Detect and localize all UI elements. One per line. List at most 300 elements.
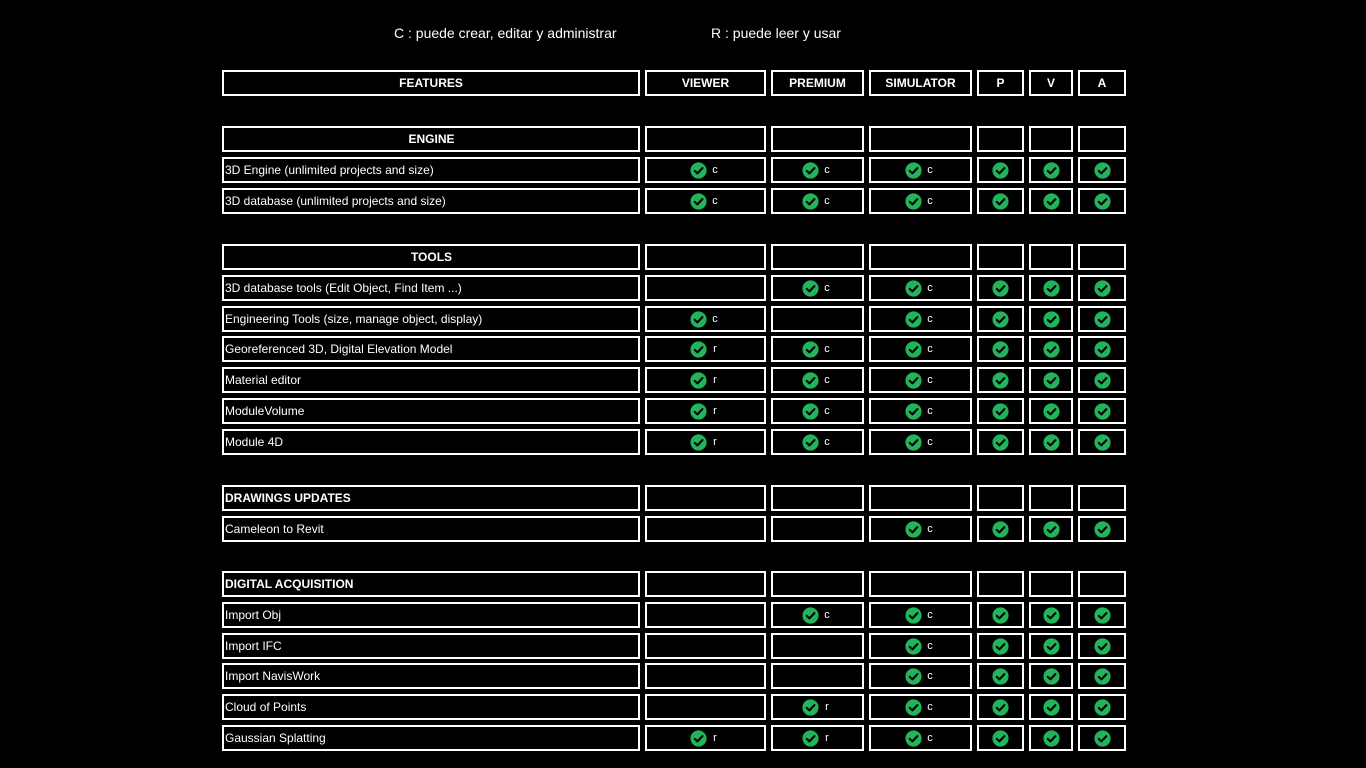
value-content [905, 277, 936, 299]
value-cell-a [1078, 725, 1126, 751]
section-empty-cell-a [1078, 126, 1126, 152]
section-empty-cell-viewer [645, 244, 766, 270]
section-empty-cell-a [1078, 571, 1126, 597]
value-content [1094, 518, 1111, 540]
permission-letter: r [825, 732, 829, 744]
value-cell-p [977, 398, 1024, 424]
check-circle-icon [992, 341, 1009, 358]
section-title-label: TOOLS [410, 250, 453, 264]
value-content [905, 159, 936, 181]
value-content [992, 431, 1009, 453]
value-content [905, 431, 936, 453]
check-circle-icon [992, 372, 1009, 389]
value-content [1094, 338, 1111, 360]
value-cell-viewer [645, 336, 766, 362]
value-content [1094, 308, 1111, 330]
permission-letter: r [713, 343, 717, 355]
check-circle-icon [905, 699, 922, 716]
value-cell-v [1029, 336, 1073, 362]
check-circle-icon [905, 521, 922, 538]
value-cell-simulator [869, 725, 972, 751]
value-cell-premium [771, 694, 864, 720]
value-content [802, 277, 833, 299]
value-content [1043, 159, 1060, 181]
value-cell-premium [771, 367, 864, 393]
value-cell-simulator [869, 188, 972, 214]
value-cell-simulator [869, 602, 972, 628]
check-circle-icon [992, 434, 1009, 451]
value-cell-a [1078, 663, 1126, 689]
value-cell-premium [771, 157, 864, 183]
check-circle-icon [992, 607, 1009, 624]
value-content [802, 190, 833, 212]
permission-letter: c [824, 405, 830, 417]
check-circle-icon [905, 668, 922, 685]
check-circle-icon [802, 699, 819, 716]
value-content [1094, 431, 1111, 453]
value-cell-viewer [645, 633, 766, 659]
check-circle-icon [1094, 668, 1111, 685]
check-circle-icon [905, 730, 922, 747]
section-title-label: DIGITAL ACQUISITION [225, 577, 354, 591]
value-cell-simulator [869, 275, 972, 301]
value-content [992, 277, 1009, 299]
value-cell-simulator [869, 398, 972, 424]
permission-letter: c [824, 436, 830, 448]
value-cell-p [977, 336, 1024, 362]
column-header-simulator [869, 70, 972, 96]
column-header-p [977, 70, 1024, 96]
value-content [1094, 727, 1111, 749]
value-content [1043, 277, 1060, 299]
value-cell-v [1029, 663, 1073, 689]
section-empty-cell-simulator [869, 571, 972, 597]
value-cell-viewer [645, 306, 766, 332]
check-circle-icon [1043, 280, 1060, 297]
value-cell-v [1029, 516, 1073, 542]
section-empty-cell-viewer [645, 571, 766, 597]
legend-create: C : puede crear, editar y administrar [394, 25, 617, 41]
value-content [1043, 431, 1060, 453]
value-cell-p [977, 602, 1024, 628]
check-circle-icon [905, 341, 922, 358]
feature-name [222, 157, 640, 183]
value-content [690, 308, 721, 330]
section-empty-cell-simulator [869, 485, 972, 511]
section-title-tools [222, 244, 640, 270]
value-cell-v [1029, 429, 1073, 455]
check-circle-icon [992, 162, 1009, 179]
permission-letter: r [713, 374, 717, 386]
value-cell-viewer [645, 516, 766, 542]
value-cell-p [977, 663, 1024, 689]
check-circle-icon [905, 311, 922, 328]
permission-letter: c [712, 313, 718, 325]
column-header-a [1078, 70, 1126, 96]
feature-label: Gaussian Splatting [225, 731, 326, 745]
value-cell-viewer [645, 429, 766, 455]
value-content [905, 696, 936, 718]
value-cell-simulator [869, 367, 972, 393]
value-cell-premium [771, 275, 864, 301]
column-header-viewer [645, 70, 766, 96]
value-content [1094, 696, 1111, 718]
value-cell-a [1078, 336, 1126, 362]
value-content [1043, 635, 1060, 657]
check-circle-icon [992, 638, 1009, 655]
legend-read: R : puede leer y usar [711, 25, 841, 41]
check-circle-icon [1043, 638, 1060, 655]
value-content [905, 604, 936, 626]
value-content [1043, 338, 1060, 360]
permission-letter: c [927, 374, 933, 386]
check-circle-icon [802, 607, 819, 624]
feature-label: Import NavisWork [225, 669, 321, 683]
check-circle-icon [1094, 403, 1111, 420]
check-circle-icon [905, 193, 922, 210]
value-content [1043, 604, 1060, 626]
check-circle-icon [905, 434, 922, 451]
value-cell-simulator [869, 663, 972, 689]
value-content [992, 665, 1009, 687]
check-circle-icon [690, 193, 707, 210]
feature-name [222, 694, 640, 720]
value-cell-viewer [645, 398, 766, 424]
value-content [992, 518, 1009, 540]
column-header-label: PREMIUM [789, 76, 846, 90]
check-circle-icon [905, 372, 922, 389]
value-content [1094, 190, 1111, 212]
section-empty-cell-premium [771, 571, 864, 597]
permission-letter: r [713, 732, 717, 744]
check-circle-icon [905, 280, 922, 297]
section-title-digital-acquisition [222, 571, 640, 597]
value-cell-v [1029, 602, 1073, 628]
value-content [802, 338, 833, 360]
feature-label: Material editor [225, 373, 302, 387]
value-cell-premium [771, 663, 864, 689]
value-content [802, 400, 833, 422]
value-content [1043, 696, 1060, 718]
value-cell-simulator [869, 336, 972, 362]
value-cell-p [977, 633, 1024, 659]
permission-letter: r [713, 405, 717, 417]
value-cell-a [1078, 694, 1126, 720]
value-cell-v [1029, 188, 1073, 214]
section-empty-cell-simulator [869, 244, 972, 270]
value-content [905, 190, 936, 212]
value-content [1094, 369, 1111, 391]
value-content [802, 696, 833, 718]
section-empty-cell-p [977, 126, 1024, 152]
column-header-label: V [1046, 76, 1055, 90]
check-circle-icon [690, 434, 707, 451]
check-circle-icon [992, 521, 1009, 538]
permission-letter: c [927, 195, 933, 207]
value-cell-v [1029, 398, 1073, 424]
value-content [992, 727, 1009, 749]
value-cell-viewer [645, 602, 766, 628]
feature-label: ModuleVolume [225, 404, 305, 418]
value-cell-simulator [869, 694, 972, 720]
check-circle-icon [1094, 311, 1111, 328]
check-circle-icon [690, 162, 707, 179]
value-content [992, 604, 1009, 626]
feature-name [222, 516, 640, 542]
check-circle-icon [1094, 341, 1111, 358]
section-empty-cell-a [1078, 244, 1126, 270]
permission-letter: c [927, 282, 933, 294]
check-circle-icon [1043, 699, 1060, 716]
permission-letter: c [927, 732, 933, 744]
value-content [690, 369, 721, 391]
value-content [802, 604, 833, 626]
value-content [690, 338, 721, 360]
column-header-premium [771, 70, 864, 96]
feature-name [222, 336, 640, 362]
check-circle-icon [1094, 607, 1111, 624]
value-content [992, 308, 1009, 330]
value-cell-a [1078, 275, 1126, 301]
value-content [690, 727, 721, 749]
feature-label: 3D database (unlimited projects and size) [225, 194, 446, 208]
check-circle-icon [992, 668, 1009, 685]
check-circle-icon [905, 162, 922, 179]
column-header-v [1029, 70, 1073, 96]
value-content [905, 665, 936, 687]
feature-label: Georeferenced 3D, Digital Elevation Model [225, 342, 453, 356]
value-cell-a [1078, 429, 1126, 455]
value-content [992, 190, 1009, 212]
value-cell-p [977, 157, 1024, 183]
value-content [992, 369, 1009, 391]
value-content [802, 369, 833, 391]
value-content [1043, 518, 1060, 540]
value-cell-premium [771, 633, 864, 659]
section-empty-cell-v [1029, 485, 1073, 511]
check-circle-icon [802, 372, 819, 389]
value-cell-a [1078, 157, 1126, 183]
value-cell-p [977, 188, 1024, 214]
value-cell-v [1029, 306, 1073, 332]
value-content [1094, 400, 1111, 422]
section-empty-cell-v [1029, 126, 1073, 152]
value-cell-v [1029, 275, 1073, 301]
check-circle-icon [992, 193, 1009, 210]
value-cell-p [977, 367, 1024, 393]
permission-letter: c [927, 164, 933, 176]
value-cell-viewer [645, 157, 766, 183]
feature-label: Cloud of Points [225, 700, 307, 714]
value-cell-premium [771, 306, 864, 332]
value-cell-a [1078, 516, 1126, 542]
column-header-label: FEATURES [399, 76, 463, 90]
check-circle-icon [802, 193, 819, 210]
value-content [1043, 727, 1060, 749]
value-cell-p [977, 694, 1024, 720]
value-cell-p [977, 725, 1024, 751]
permission-letter: c [927, 670, 933, 682]
section-empty-cell-p [977, 485, 1024, 511]
value-content [905, 635, 936, 657]
feature-label: 3D database tools (Edit Object, Find Item ...) [225, 281, 462, 295]
check-circle-icon [1043, 193, 1060, 210]
check-circle-icon [1094, 280, 1111, 297]
value-content [992, 159, 1009, 181]
check-circle-icon [992, 280, 1009, 297]
value-content [905, 400, 936, 422]
check-circle-icon [690, 730, 707, 747]
check-circle-icon [690, 403, 707, 420]
permission-letter: r [825, 701, 829, 713]
check-circle-icon [1043, 521, 1060, 538]
value-content [1043, 308, 1060, 330]
check-circle-icon [802, 730, 819, 747]
check-circle-icon [905, 607, 922, 624]
check-circle-icon [1043, 607, 1060, 624]
value-content [1094, 604, 1111, 626]
value-cell-v [1029, 157, 1073, 183]
value-cell-a [1078, 398, 1126, 424]
section-empty-cell-p [977, 244, 1024, 270]
check-circle-icon [905, 638, 922, 655]
feature-name [222, 275, 640, 301]
check-circle-icon [802, 403, 819, 420]
value-cell-a [1078, 367, 1126, 393]
value-content [905, 518, 936, 540]
permission-letter: c [824, 164, 830, 176]
permission-letter: c [927, 313, 933, 325]
feature-name [222, 725, 640, 751]
column-header-label: P [996, 76, 1005, 90]
value-cell-a [1078, 633, 1126, 659]
section-empty-cell-premium [771, 126, 864, 152]
check-circle-icon [690, 372, 707, 389]
check-circle-icon [1043, 311, 1060, 328]
value-cell-premium [771, 516, 864, 542]
check-circle-icon [802, 341, 819, 358]
value-content [905, 308, 936, 330]
value-content [1094, 665, 1111, 687]
value-content [1043, 369, 1060, 391]
section-empty-cell-v [1029, 244, 1073, 270]
section-title-label: DRAWINGS UPDATES [225, 491, 351, 505]
check-circle-icon [1043, 162, 1060, 179]
permission-letter: c [927, 640, 933, 652]
section-empty-cell-viewer [645, 485, 766, 511]
check-circle-icon [1043, 372, 1060, 389]
value-cell-viewer [645, 725, 766, 751]
value-content [1094, 635, 1111, 657]
check-circle-icon [690, 341, 707, 358]
check-circle-icon [1043, 341, 1060, 358]
permission-letter: c [824, 195, 830, 207]
check-circle-icon [802, 280, 819, 297]
value-cell-v [1029, 694, 1073, 720]
section-empty-cell-a [1078, 485, 1126, 511]
check-circle-icon [1094, 162, 1111, 179]
value-content [690, 400, 721, 422]
value-cell-viewer [645, 367, 766, 393]
permission-letter: c [927, 609, 933, 621]
value-cell-premium [771, 336, 864, 362]
value-cell-a [1078, 306, 1126, 332]
value-cell-premium [771, 602, 864, 628]
feature-name [222, 306, 640, 332]
permission-letter: c [927, 343, 933, 355]
check-circle-icon [802, 162, 819, 179]
check-circle-icon [1094, 730, 1111, 747]
value-cell-simulator [869, 516, 972, 542]
check-circle-icon [1094, 638, 1111, 655]
value-content [802, 727, 833, 749]
permission-letter: c [712, 164, 718, 176]
feature-label: Import Obj [225, 608, 282, 622]
value-content [992, 400, 1009, 422]
column-header-features [222, 70, 640, 96]
value-cell-v [1029, 367, 1073, 393]
value-content [690, 190, 721, 212]
section-empty-cell-viewer [645, 126, 766, 152]
feature-label: 3D Engine (unlimited projects and size) [225, 163, 434, 177]
permission-letter: c [824, 609, 830, 621]
feature-name [222, 663, 640, 689]
value-cell-premium [771, 398, 864, 424]
value-content [1094, 277, 1111, 299]
permission-letter: c [927, 405, 933, 417]
feature-label: Cameleon to Revit [225, 522, 324, 536]
check-circle-icon [992, 403, 1009, 420]
value-cell-a [1078, 188, 1126, 214]
check-circle-icon [992, 311, 1009, 328]
value-cell-p [977, 516, 1024, 542]
value-content [690, 431, 721, 453]
check-circle-icon [1043, 403, 1060, 420]
check-circle-icon [992, 730, 1009, 747]
feature-name [222, 398, 640, 424]
section-title-engine [222, 126, 640, 152]
value-content [802, 159, 833, 181]
column-header-label: SIMULATOR [885, 76, 956, 90]
section-empty-cell-premium [771, 485, 864, 511]
check-circle-icon [992, 699, 1009, 716]
check-circle-icon [1043, 434, 1060, 451]
permission-letter: c [824, 282, 830, 294]
value-cell-premium [771, 188, 864, 214]
check-circle-icon [1043, 730, 1060, 747]
value-cell-v [1029, 633, 1073, 659]
permission-letter: c [927, 701, 933, 713]
permission-letter: c [824, 374, 830, 386]
feature-label: Engineering Tools (size, manage object, display) [225, 312, 483, 326]
check-circle-icon [690, 311, 707, 328]
check-circle-icon [1094, 434, 1111, 451]
feature-label: Import IFC [225, 639, 282, 653]
value-content [1043, 190, 1060, 212]
value-cell-p [977, 429, 1024, 455]
section-empty-cell-p [977, 571, 1024, 597]
column-header-label: A [1097, 76, 1107, 90]
feature-name [222, 633, 640, 659]
permission-letter: c [927, 523, 933, 535]
section-title-label: ENGINE [408, 132, 455, 146]
value-cell-simulator [869, 306, 972, 332]
value-cell-viewer [645, 188, 766, 214]
section-empty-cell-simulator [869, 126, 972, 152]
value-cell-v [1029, 725, 1073, 751]
value-content [802, 431, 833, 453]
value-content [992, 696, 1009, 718]
